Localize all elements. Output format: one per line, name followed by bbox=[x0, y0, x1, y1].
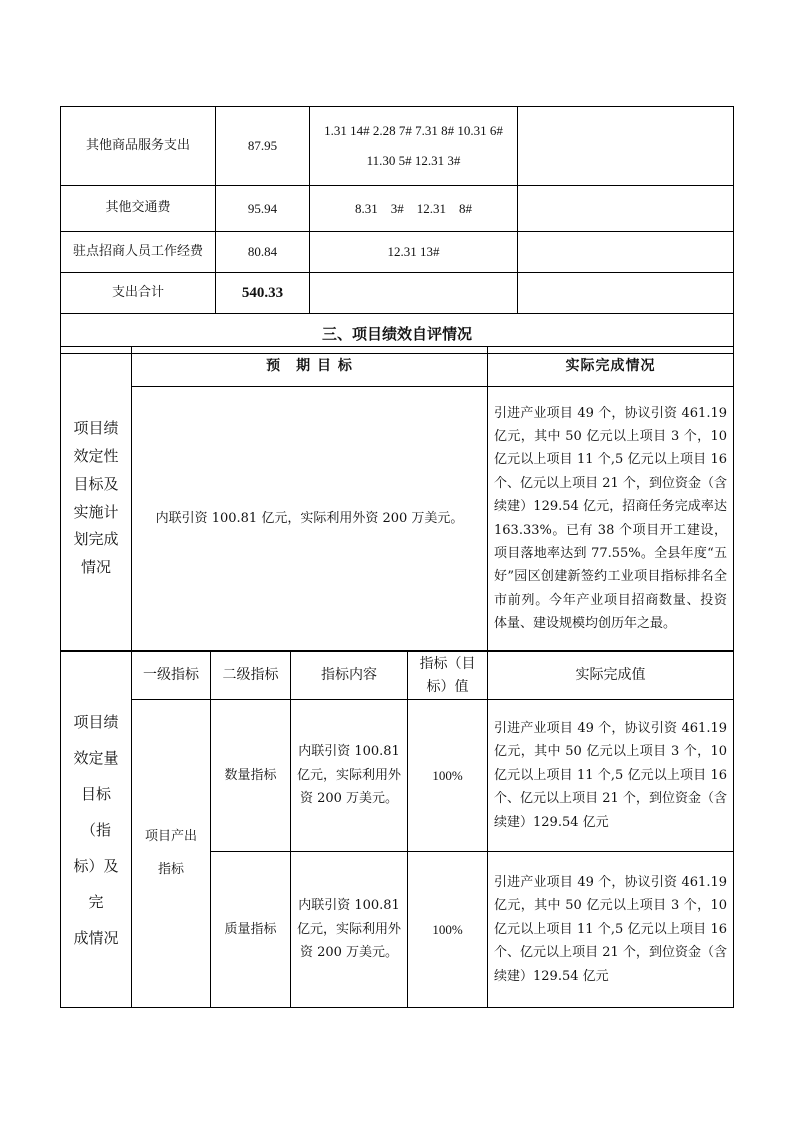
target-header bbox=[408, 652, 488, 700]
side-label-line: 标）及完 bbox=[73, 856, 119, 911]
target-value: 100% bbox=[408, 852, 488, 1008]
side-label-line: 划完成 bbox=[73, 530, 119, 549]
expected-goal-text: 内联引资 100.81 亿元，实际利用外资 200 万美元。 bbox=[132, 387, 488, 651]
side-label-line: 实施计 bbox=[73, 502, 119, 521]
expense-row bbox=[61, 186, 734, 232]
side-label-line: 目标（指 bbox=[80, 784, 111, 839]
level2-header: 二级指标 bbox=[211, 652, 291, 700]
level1-line: 指标 bbox=[157, 861, 184, 877]
expense-note bbox=[518, 107, 734, 186]
expense-row bbox=[61, 232, 734, 273]
target-header-line: 标）值 bbox=[426, 678, 469, 695]
level2-cell: 质量指标 bbox=[211, 852, 291, 1008]
expense-refs: 12.31 13# bbox=[310, 232, 518, 273]
indicator-content: 内联引资 100.81 亿元，实际利用外资 200 万美元。 bbox=[291, 852, 408, 1008]
side-label-line: 项目绩 bbox=[73, 712, 119, 731]
qualitative-table bbox=[60, 346, 734, 651]
expense-refs: 8.31 3# 12.31 8# bbox=[310, 186, 518, 232]
side-label-line: 情况 bbox=[80, 558, 111, 576]
expense-ref-line: 11.30 5# 12.31 3# bbox=[366, 153, 461, 168]
expense-note bbox=[518, 186, 734, 232]
qualitative-side-label bbox=[61, 347, 132, 651]
actual-status-text: 引进产业项目 49 个，协议引资 461.19 亿元，其中 50 亿元以上项目 3 个，10 亿元以上项目 11 个,5 亿元以上项目 16 个、亿元以上项目 21 个，到位资金（含续建）129.54 亿元，招商任务完成率达 163.33%。已有 38 个项目开工建设，项目落地率达到 77.55%。全县年度“五好”园区创建新签约工业项目指标排名全市前列。今年产业项目招商数量、投资体量、建设规模均创历年之最。 bbox=[488, 387, 734, 651]
qualitative-content-row bbox=[61, 387, 734, 651]
expense-amount: 87.95 bbox=[216, 107, 310, 186]
side-label-line: 成情况 bbox=[73, 928, 119, 947]
indicator-content: 内联引资 100.81 亿元，实际利用外资 200 万美元。 bbox=[291, 700, 408, 852]
expense-refs bbox=[310, 107, 518, 186]
quantitative-table bbox=[60, 651, 734, 1008]
total-value: 540.33 bbox=[216, 273, 310, 314]
quantitative-header-row bbox=[61, 652, 734, 700]
actual-status-header: 实际完成情况 bbox=[488, 347, 734, 387]
actual-value: 引进产业项目 49 个，协议引资 461.19 亿元，其中 50 亿元以上项目 3 个，10 亿元以上项目 11 个,5 亿元以上项目 16 个、亿元以上项目 21 个，到位资金（含续建）129.54 亿元 bbox=[488, 852, 734, 1008]
expense-note bbox=[518, 232, 734, 273]
indicator-row bbox=[61, 700, 734, 852]
level1-header: 一级指标 bbox=[132, 652, 211, 700]
actual-value-header: 实际完成值 bbox=[488, 652, 734, 700]
expense-item: 其他商品服务支出 bbox=[61, 107, 216, 186]
total-refs bbox=[310, 273, 518, 314]
side-label-line: 效定量 bbox=[73, 748, 119, 767]
side-label-line: 目标及 bbox=[73, 474, 119, 493]
level2-cell: 数量指标 bbox=[211, 700, 291, 852]
side-label-line: 项目绩 bbox=[73, 419, 119, 438]
expense-amount: 95.94 bbox=[216, 186, 310, 232]
expense-amount: 80.84 bbox=[216, 232, 310, 273]
content-header: 指标内容 bbox=[291, 652, 408, 700]
expense-ref-line: 1.31 14# 2.28 7# 7.31 8# 10.31 6# bbox=[324, 123, 503, 139]
total-label: 支出合计 bbox=[61, 273, 216, 314]
target-value: 100% bbox=[408, 700, 488, 852]
target-header-line: 指标（目 bbox=[419, 656, 476, 673]
expected-goal-header: 预 期 目 标 bbox=[132, 347, 488, 387]
total-note bbox=[518, 273, 734, 314]
side-label-line: 效定性 bbox=[73, 447, 119, 465]
quantitative-side-label bbox=[61, 652, 132, 1008]
expense-item: 驻点招商人员工作经费 bbox=[61, 232, 216, 273]
level1-line: 项目产出 bbox=[144, 829, 197, 844]
expense-total-row bbox=[61, 273, 734, 314]
expense-row bbox=[61, 107, 734, 186]
expense-table bbox=[60, 106, 734, 354]
section-title: 三、项目绩效自评情况 bbox=[61, 314, 734, 354]
actual-value: 引进产业项目 49 个，协议引资 461.19 亿元，其中 50 亿元以上项目 3 个，10 亿元以上项目 11 个,5 亿元以上项目 16 个、亿元以上项目 21 个，到位资金（含续建）129.54 亿元 bbox=[488, 700, 734, 852]
level1-cell bbox=[132, 700, 211, 1008]
expense-item: 其他交通费 bbox=[61, 186, 216, 232]
qualitative-header-row bbox=[61, 347, 734, 387]
